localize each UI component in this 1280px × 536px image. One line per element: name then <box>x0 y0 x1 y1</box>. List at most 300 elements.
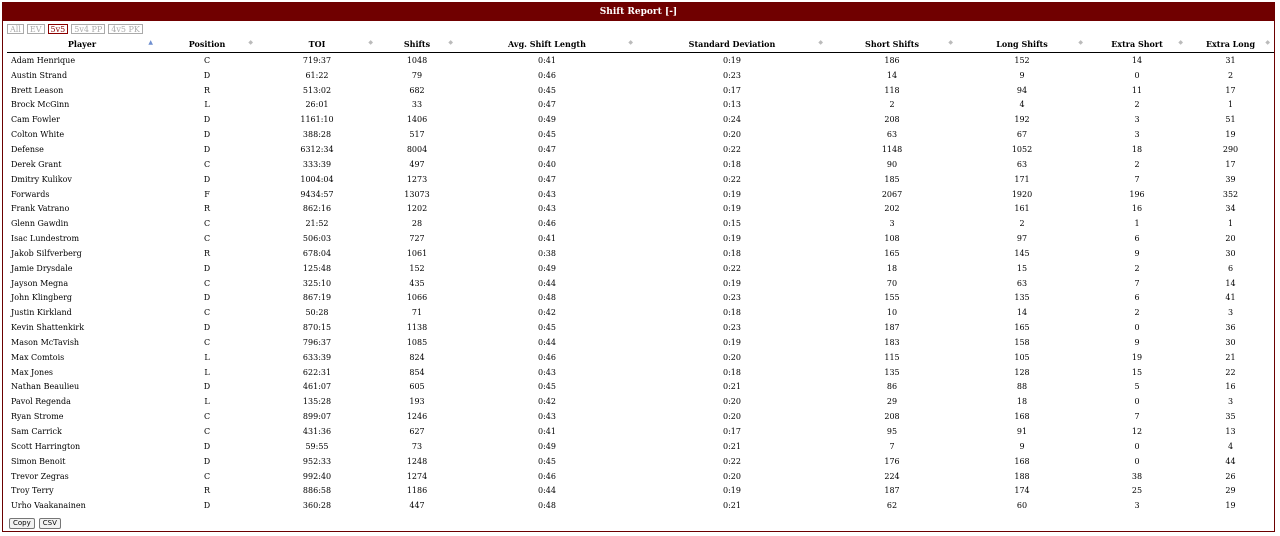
cell-standard-deviation: 0:18 <box>723 367 741 377</box>
cell-toi: 1004:04 <box>300 174 334 184</box>
cell-extra-long: 4 <box>1227 441 1234 451</box>
cell-standard-deviation: 0:20 <box>723 397 741 407</box>
cell-short-shifts: 185 <box>884 174 900 184</box>
cell-extra-short: 0 <box>1134 70 1140 80</box>
cell-standard-deviation: 0:13 <box>723 100 741 110</box>
cell-toi: 125:48 <box>302 263 332 273</box>
column-header-extra-long[interactable] <box>1187 36 1274 53</box>
cell-avg-shift-length: 0:48 <box>538 293 556 303</box>
cell-extra-long: 19 <box>1225 130 1236 140</box>
cell-extra-long: 3 <box>1227 308 1234 318</box>
cell-short-shifts: 86 <box>886 382 898 392</box>
cell-avg-shift-length: 0:41 <box>538 234 556 244</box>
cell-player: Trevor Zegras <box>11 471 69 481</box>
table-row <box>7 380 1274 395</box>
cell-avg-shift-length: 0:43 <box>538 189 556 199</box>
cell-short-shifts: 108 <box>884 234 900 244</box>
export-buttons <box>9 518 61 529</box>
cell-player: Mason McTavish <box>11 337 80 347</box>
cell-shifts: 1048 <box>406 55 428 65</box>
cell-position: R <box>203 486 211 496</box>
cell-long-shifts: 152 <box>1014 55 1030 65</box>
table-row <box>7 53 1274 68</box>
cell-position: F <box>204 189 210 199</box>
cell-shifts: 193 <box>409 397 425 407</box>
table-row <box>7 454 1274 469</box>
cell-short-shifts: 29 <box>886 397 898 407</box>
cell-standard-deviation: 0:21 <box>723 382 741 392</box>
cell-long-shifts: 188 <box>1014 471 1030 481</box>
cell-position: C <box>203 55 211 65</box>
cell-short-shifts: 208 <box>884 115 900 125</box>
cell-player: Isac Lundestrom <box>11 234 80 244</box>
table-row <box>7 291 1274 306</box>
cell-long-shifts: 105 <box>1014 352 1030 362</box>
cell-extra-long: 352 <box>1222 189 1239 199</box>
cell-position: D <box>203 501 211 511</box>
cell-extra-long: 35 <box>1225 412 1236 422</box>
cell-avg-shift-length: 0:42 <box>538 397 556 407</box>
cell-position: R <box>203 85 211 95</box>
cell-extra-long: 30 <box>1225 337 1236 347</box>
cell-long-shifts: 88 <box>1016 382 1028 392</box>
cell-extra-short: 7 <box>1134 278 1140 288</box>
cell-extra-short: 12 <box>1131 427 1143 437</box>
cell-toi: 870:15 <box>302 323 332 333</box>
cell-position: L <box>204 100 210 110</box>
column-header-label: Shifts <box>403 39 431 49</box>
cell-avg-shift-length: 0:45 <box>538 382 556 392</box>
filter-5v5[interactable]: 5v5 <box>48 24 69 34</box>
table-header-row <box>7 36 1274 53</box>
sort-both-icon: ◆ <box>448 39 453 46</box>
table-row <box>7 157 1274 172</box>
cell-long-shifts: 63 <box>1016 159 1028 169</box>
cell-shifts: 727 <box>409 234 425 244</box>
column-header-label: Avg. Shift Length <box>508 39 586 49</box>
table-row <box>7 187 1274 202</box>
cell-shifts: 1246 <box>406 412 428 422</box>
cell-short-shifts: 2 <box>889 100 895 110</box>
cell-extra-long: 14 <box>1225 278 1236 288</box>
cell-extra-long: 30 <box>1225 248 1236 258</box>
column-header-long-shifts[interactable] <box>957 36 1087 53</box>
cell-short-shifts: 7 <box>889 441 895 451</box>
sort-both-icon: ◆ <box>1078 39 1083 46</box>
cell-extra-long: 34 <box>1225 204 1236 214</box>
column-header-position[interactable] <box>157 36 257 53</box>
cell-avg-shift-length: 0:45 <box>538 323 556 333</box>
cell-standard-deviation: 0:19 <box>723 234 741 244</box>
cell-long-shifts: 174 <box>1014 486 1030 496</box>
cell-extra-short: 7 <box>1134 412 1140 422</box>
cell-toi: 867:19 <box>302 293 332 303</box>
cell-standard-deviation: 0:19 <box>723 486 741 496</box>
cell-long-shifts: 15 <box>1016 263 1028 273</box>
cell-position: D <box>203 130 211 140</box>
cell-player: Jakob Silfverberg <box>11 248 82 258</box>
cell-standard-deviation: 0:15 <box>723 219 741 229</box>
sort-both-icon: ◆ <box>628 39 633 46</box>
cell-extra-short: 5 <box>1134 382 1140 392</box>
cell-toi: 59:55 <box>305 441 329 451</box>
cell-long-shifts: 165 <box>1014 323 1030 333</box>
cell-toi: 325:10 <box>302 278 332 288</box>
cell-player: Frank Vatrano <box>11 204 70 214</box>
cell-extra-long: 44 <box>1225 456 1236 466</box>
cell-extra-long: 16 <box>1225 382 1236 392</box>
cell-long-shifts: 4 <box>1019 100 1025 110</box>
cell-position: C <box>203 471 211 481</box>
cell-player: Max Jones <box>11 367 54 377</box>
cell-toi: 61:22 <box>305 70 329 80</box>
cell-extra-short: 2 <box>1134 263 1140 273</box>
cell-toi: 952:33 <box>302 456 332 466</box>
cell-extra-short: 16 <box>1131 204 1143 214</box>
cell-standard-deviation: 0:17 <box>723 427 741 437</box>
cell-extra-short: 1 <box>1134 219 1140 229</box>
column-header-shifts[interactable] <box>377 36 457 53</box>
cell-extra-short: 38 <box>1131 471 1143 481</box>
cell-player: Derek Grant <box>11 159 62 169</box>
cell-long-shifts: 128 <box>1014 367 1030 377</box>
filter-all[interactable]: All <box>7 24 24 34</box>
cell-extra-long: 36 <box>1225 323 1236 333</box>
cell-long-shifts: 63 <box>1016 278 1028 288</box>
cell-extra-short: 2 <box>1134 159 1140 169</box>
cell-extra-short: 3 <box>1134 130 1140 140</box>
sort-both-icon: ◆ <box>1265 39 1270 46</box>
cell-shifts: 13073 <box>404 189 430 199</box>
cell-standard-deviation: 0:17 <box>723 85 741 95</box>
cell-toi: 388:28 <box>302 130 332 140</box>
cell-extra-long: 22 <box>1225 367 1236 377</box>
cell-avg-shift-length: 0:38 <box>538 248 556 258</box>
cell-extra-short: 0 <box>1134 397 1140 407</box>
cell-long-shifts: 171 <box>1014 174 1030 184</box>
cell-long-shifts: 94 <box>1016 85 1028 95</box>
cell-short-shifts: 135 <box>884 367 900 377</box>
cell-toi: 26:01 <box>305 100 329 110</box>
cell-short-shifts: 224 <box>884 471 900 481</box>
cell-position: D <box>203 293 211 303</box>
cell-long-shifts: 14 <box>1016 308 1028 318</box>
cell-shifts: 71 <box>411 308 423 318</box>
cell-extra-long: 13 <box>1225 427 1236 437</box>
cell-position: R <box>203 248 211 258</box>
cell-short-shifts: 95 <box>886 427 898 437</box>
cell-long-shifts: 1052 <box>1011 144 1033 154</box>
cell-toi: 333:39 <box>302 159 332 169</box>
cell-toi: 21:52 <box>305 219 329 229</box>
column-header-standard-deviation[interactable] <box>637 36 827 53</box>
table-row <box>7 276 1274 291</box>
cell-extra-long: 31 <box>1225 55 1236 65</box>
cell-shifts: 447 <box>409 501 425 511</box>
cell-shifts: 1066 <box>406 293 428 303</box>
cell-player: Glenn Gawdin <box>11 219 69 229</box>
copy-button[interactable]: Copy <box>9 518 35 529</box>
cell-avg-shift-length: 0:40 <box>538 159 556 169</box>
cell-shifts: 517 <box>409 130 425 140</box>
cell-player: John Klingberg <box>11 293 73 303</box>
cell-avg-shift-length: 0:46 <box>538 471 556 481</box>
table-row <box>7 424 1274 439</box>
cell-standard-deviation: 0:21 <box>723 441 741 451</box>
cell-player: Kevin Shattenkirk <box>11 323 85 333</box>
cell-shifts: 1138 <box>406 323 428 333</box>
cell-toi: 678:04 <box>302 248 332 258</box>
table-row <box>7 216 1274 231</box>
cell-avg-shift-length: 0:43 <box>538 367 556 377</box>
shift-report-panel <box>2 2 1275 532</box>
cell-extra-short: 25 <box>1131 486 1143 496</box>
cell-position: C <box>203 412 211 422</box>
cell-long-shifts: 9 <box>1019 70 1025 80</box>
cell-toi: 796:37 <box>302 337 332 347</box>
cell-avg-shift-length: 0:41 <box>538 55 556 65</box>
cell-short-shifts: 90 <box>886 159 898 169</box>
cell-avg-shift-length: 0:49 <box>538 115 556 125</box>
cell-long-shifts: 18 <box>1016 397 1028 407</box>
cell-extra-long: 19 <box>1225 501 1236 511</box>
cell-long-shifts: 192 <box>1014 115 1030 125</box>
cell-position: C <box>203 234 211 244</box>
cell-shifts: 497 <box>409 159 425 169</box>
cell-extra-short: 6 <box>1134 293 1140 303</box>
cell-extra-long: 26 <box>1225 471 1236 481</box>
cell-toi: 886:58 <box>302 486 332 496</box>
cell-extra-long: 17 <box>1225 159 1236 169</box>
cell-position: D <box>203 70 211 80</box>
cell-player: Sam Carrick <box>11 427 62 437</box>
cell-shifts: 1061 <box>406 248 428 258</box>
filter-4v5-pk[interactable]: 4v5 PK <box>108 24 143 34</box>
cell-standard-deviation: 0:22 <box>723 144 741 154</box>
cell-extra-short: 9 <box>1134 337 1140 347</box>
cell-long-shifts: 145 <box>1014 248 1030 258</box>
table-row <box>7 350 1274 365</box>
column-header-label: Player <box>67 39 97 49</box>
cell-toi: 899:07 <box>302 412 332 422</box>
cell-avg-shift-length: 0:45 <box>538 130 556 140</box>
cell-extra-short: 0 <box>1134 323 1140 333</box>
cell-avg-shift-length: 0:45 <box>538 85 556 95</box>
cell-shifts: 605 <box>409 382 425 392</box>
cell-long-shifts: 2 <box>1019 219 1025 229</box>
cell-extra-short: 2 <box>1134 308 1140 318</box>
cell-standard-deviation: 0:18 <box>723 159 741 169</box>
cell-long-shifts: 158 <box>1014 337 1030 347</box>
sort-both-icon: ◆ <box>948 39 953 46</box>
cell-short-shifts: 3 <box>889 219 895 229</box>
cell-toi: 6312:34 <box>300 144 334 154</box>
cell-short-shifts: 18 <box>886 263 898 273</box>
cell-short-shifts: 118 <box>884 85 900 95</box>
table-row <box>7 305 1274 320</box>
sort-both-icon: ◆ <box>248 39 253 46</box>
cell-player: Simon Benoit <box>11 456 66 466</box>
cell-avg-shift-length: 0:48 <box>538 501 556 511</box>
cell-standard-deviation: 0:20 <box>723 471 741 481</box>
cell-shifts: 1273 <box>406 174 428 184</box>
cell-long-shifts: 135 <box>1014 293 1030 303</box>
cell-position: L <box>204 367 210 377</box>
cell-short-shifts: 165 <box>884 248 900 258</box>
cell-standard-deviation: 0:22 <box>723 456 741 466</box>
sort-both-icon: ◆ <box>818 39 823 46</box>
cell-extra-long: 39 <box>1225 174 1236 184</box>
cell-short-shifts: 70 <box>886 278 898 288</box>
cell-toi: 719:37 <box>302 55 332 65</box>
cell-extra-long: 1 <box>1227 100 1234 110</box>
cell-extra-long: 20 <box>1225 234 1236 244</box>
cell-standard-deviation: 0:19 <box>723 204 741 214</box>
sort-both-icon: ◆ <box>1178 39 1183 46</box>
table-row <box>7 127 1274 142</box>
cell-standard-deviation: 0:21 <box>723 501 741 511</box>
cell-extra-long: 29 <box>1225 486 1236 496</box>
cell-extra-long: 6 <box>1227 263 1234 273</box>
table-row <box>7 320 1274 335</box>
filter-5v4-pp[interactable]: 5v4 PP <box>71 24 105 34</box>
cell-position: D <box>203 441 211 451</box>
cell-long-shifts: 168 <box>1014 412 1030 422</box>
cell-extra-short: 6 <box>1134 234 1140 244</box>
cell-extra-short: 3 <box>1134 501 1140 511</box>
cell-avg-shift-length: 0:43 <box>538 412 556 422</box>
table-row <box>7 409 1274 424</box>
cell-standard-deviation: 0:20 <box>723 412 741 422</box>
cell-position: D <box>203 144 211 154</box>
cell-standard-deviation: 0:19 <box>723 278 741 288</box>
column-header-label: TOI <box>308 39 326 49</box>
cell-shifts: 854 <box>409 367 425 377</box>
cell-toi: 862:16 <box>302 204 332 214</box>
situation-filters <box>7 24 143 34</box>
shift-report-table <box>7 36 1274 513</box>
cell-shifts: 152 <box>409 263 425 273</box>
cell-short-shifts: 115 <box>884 352 900 362</box>
cell-extra-long: 1 <box>1227 219 1234 229</box>
cell-shifts: 824 <box>409 352 425 362</box>
cell-position: C <box>203 219 211 229</box>
cell-position: D <box>203 174 211 184</box>
cell-short-shifts: 187 <box>884 486 900 496</box>
cell-toi: 461:07 <box>302 382 332 392</box>
cell-toi: 506:03 <box>302 234 332 244</box>
column-header-player[interactable] <box>7 36 157 53</box>
cell-standard-deviation: 0:24 <box>723 115 741 125</box>
cell-shifts: 682 <box>409 85 425 95</box>
table-row <box>7 68 1274 83</box>
cell-standard-deviation: 0:23 <box>723 323 741 333</box>
table-row <box>7 98 1274 113</box>
cell-standard-deviation: 0:18 <box>723 308 741 318</box>
cell-shifts: 33 <box>411 100 423 110</box>
cell-position: D <box>203 456 211 466</box>
cell-player: Brock McGinn <box>11 100 70 110</box>
cell-position: C <box>203 337 211 347</box>
cell-toi: 513:02 <box>302 85 332 95</box>
cell-position: C <box>203 427 211 437</box>
cell-extra-short: 7 <box>1134 174 1140 184</box>
column-header-toi[interactable] <box>257 36 377 53</box>
cell-shifts: 627 <box>409 427 425 437</box>
filter-ev[interactable]: EV <box>27 24 45 34</box>
cell-extra-long: 17 <box>1225 85 1236 95</box>
cell-shifts: 1202 <box>406 204 428 214</box>
cell-short-shifts: 155 <box>884 293 900 303</box>
table-row <box>7 112 1274 127</box>
cell-shifts: 79 <box>411 70 423 80</box>
cell-position: D <box>203 115 211 125</box>
cell-player: Troy Terry <box>11 486 54 496</box>
cell-position: L <box>204 352 210 362</box>
cell-short-shifts: 186 <box>884 55 900 65</box>
table-row <box>7 83 1274 98</box>
cell-toi: 633:39 <box>302 352 332 362</box>
cell-player: Colton White <box>11 130 65 140</box>
cell-toi: 360:28 <box>302 501 332 511</box>
cell-toi: 1161:10 <box>300 115 334 125</box>
cell-extra-short: 11 <box>1131 85 1143 95</box>
table-row <box>7 394 1274 409</box>
table-row <box>7 231 1274 246</box>
column-header-avg-shift-length[interactable] <box>457 36 637 53</box>
cell-player: Austin Strand <box>11 70 68 80</box>
cell-extra-long: 51 <box>1225 115 1236 125</box>
cell-player: Jamie Drysdale <box>11 263 73 273</box>
cell-short-shifts: 10 <box>886 308 898 318</box>
cell-avg-shift-length: 0:43 <box>538 204 556 214</box>
table-row <box>7 439 1274 454</box>
cell-position: R <box>203 204 211 214</box>
table-row <box>7 469 1274 484</box>
cell-player: Jayson Megna <box>11 278 69 288</box>
cell-avg-shift-length: 0:47 <box>538 100 556 110</box>
column-header-short-shifts[interactable] <box>827 36 957 53</box>
table-row <box>7 142 1274 157</box>
cell-extra-short: 15 <box>1131 367 1143 377</box>
cell-extra-short: 0 <box>1134 441 1140 451</box>
cell-position: C <box>203 278 211 288</box>
column-header-label: Extra Short <box>1111 39 1163 49</box>
table-row <box>7 483 1274 498</box>
table-body <box>7 53 1274 514</box>
cell-short-shifts: 14 <box>886 70 898 80</box>
cell-short-shifts: 183 <box>884 337 900 347</box>
cell-extra-short: 0 <box>1134 456 1140 466</box>
column-header-extra-short[interactable] <box>1087 36 1187 53</box>
cell-avg-shift-length: 0:41 <box>538 427 556 437</box>
cell-short-shifts: 62 <box>886 501 898 511</box>
panel-title[interactable]: Shift Report [-] <box>3 3 1274 21</box>
cell-shifts: 8004 <box>406 144 428 154</box>
cell-player: Max Comtois <box>11 352 65 362</box>
cell-player: Dmitry Kulikov <box>11 174 72 184</box>
sort-both-icon: ◆ <box>368 39 373 46</box>
cell-short-shifts: 2067 <box>881 189 903 199</box>
csv-button[interactable]: CSV <box>39 518 61 529</box>
cell-standard-deviation: 0:20 <box>723 130 741 140</box>
cell-shifts: 1085 <box>406 337 428 347</box>
cell-shifts: 1248 <box>406 456 428 466</box>
cell-avg-shift-length: 0:46 <box>538 70 556 80</box>
cell-avg-shift-length: 0:46 <box>538 352 556 362</box>
cell-extra-short: 196 <box>1129 189 1145 199</box>
column-header-label: Long Shifts <box>996 39 1048 49</box>
